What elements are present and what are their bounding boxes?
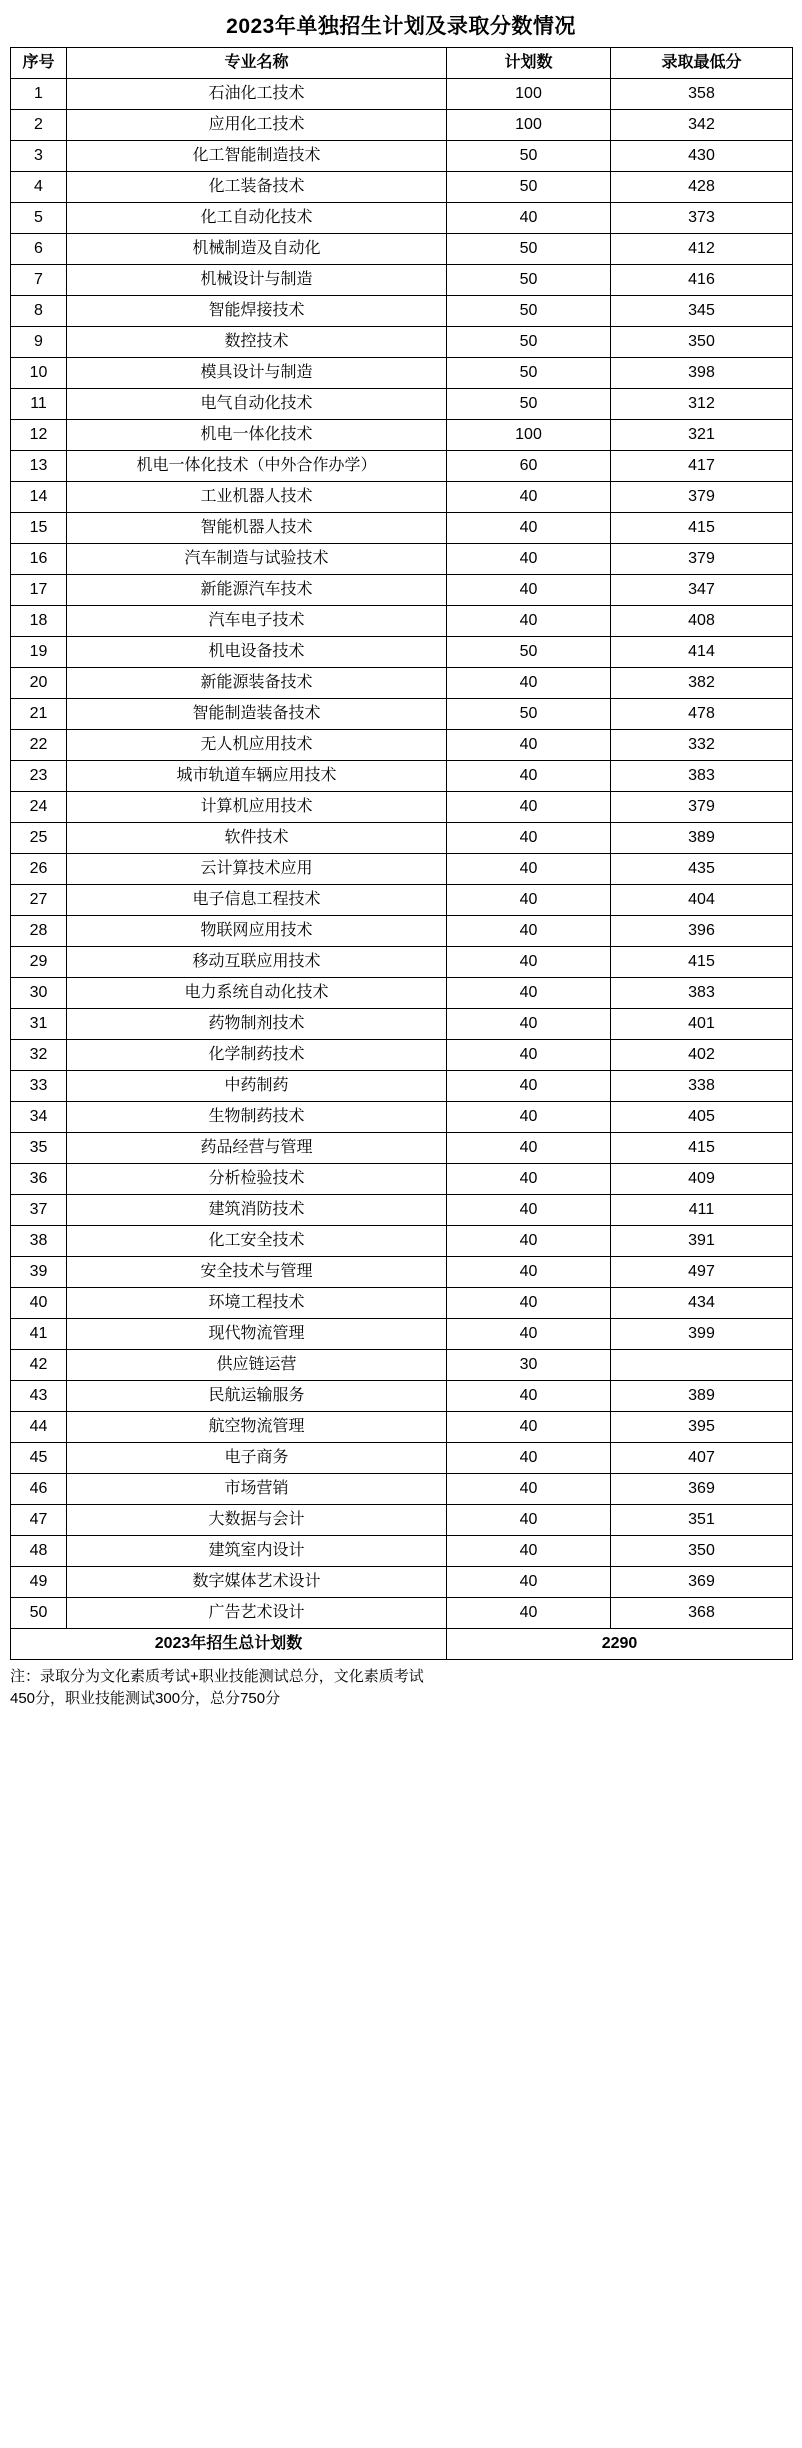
cell-no: 35: [11, 1133, 67, 1164]
cell-score: 350: [611, 327, 793, 358]
cell-score: 435: [611, 854, 793, 885]
cell-no: 12: [11, 420, 67, 451]
cell-no: 11: [11, 389, 67, 420]
cell-plan: 40: [447, 1474, 611, 1505]
cell-plan: 40: [447, 978, 611, 1009]
cell-score: 402: [611, 1040, 793, 1071]
cell-plan: 40: [447, 1288, 611, 1319]
cell-score: 415: [611, 513, 793, 544]
cell-score: 338: [611, 1071, 793, 1102]
cell-no: 30: [11, 978, 67, 1009]
table-row: [11, 1319, 793, 1350]
cell-no: 6: [11, 234, 67, 265]
cell-plan: 100: [447, 79, 611, 110]
cell-major: 城市轨道车辆应用技术: [67, 761, 447, 792]
table-row: [11, 761, 793, 792]
cell-major: 市场营销: [67, 1474, 447, 1505]
cell-major: 建筑室内设计: [67, 1536, 447, 1567]
cell-plan: 50: [447, 172, 611, 203]
cell-no: 3: [11, 141, 67, 172]
cell-major: 无人机应用技术: [67, 730, 447, 761]
table-row: [11, 916, 793, 947]
cell-score: 342: [611, 110, 793, 141]
total-value: 2290: [447, 1629, 793, 1660]
cell-score: 382: [611, 668, 793, 699]
cell-score: 369: [611, 1567, 793, 1598]
cell-score: 398: [611, 358, 793, 389]
table-row: [11, 575, 793, 606]
cell-score: 414: [611, 637, 793, 668]
cell-no: 22: [11, 730, 67, 761]
cell-major: 移动互联应用技术: [67, 947, 447, 978]
cell-plan: 40: [447, 1381, 611, 1412]
cell-score: 478: [611, 699, 793, 730]
cell-no: 40: [11, 1288, 67, 1319]
cell-major: 大数据与会计: [67, 1505, 447, 1536]
cell-no: 48: [11, 1536, 67, 1567]
cell-no: 7: [11, 265, 67, 296]
cell-plan: 40: [447, 792, 611, 823]
cell-major: 安全技术与管理: [67, 1257, 447, 1288]
table-row: [11, 885, 793, 916]
cell-major: 智能机器人技术: [67, 513, 447, 544]
cell-no: 4: [11, 172, 67, 203]
table-row: [11, 79, 793, 110]
table-row: [11, 1009, 793, 1040]
cell-major: 计算机应用技术: [67, 792, 447, 823]
table-row: [11, 1598, 793, 1629]
cell-score: 405: [611, 1102, 793, 1133]
cell-score: 391: [611, 1226, 793, 1257]
cell-no: 33: [11, 1071, 67, 1102]
cell-plan: 50: [447, 637, 611, 668]
cell-score: 430: [611, 141, 793, 172]
total-row: [11, 1629, 793, 1660]
table-row: [11, 482, 793, 513]
table-row: [11, 1505, 793, 1536]
cell-major: 化工安全技术: [67, 1226, 447, 1257]
cell-plan: 40: [447, 575, 611, 606]
cell-major: 药物制剂技术: [67, 1009, 447, 1040]
cell-score: 415: [611, 947, 793, 978]
note-line-1: 注：录取分为文化素质考试+职业技能测试总分，文化素质考试: [10, 1668, 424, 1686]
table-row: [11, 110, 793, 141]
cell-plan: 60: [447, 451, 611, 482]
table-row: [11, 203, 793, 234]
cell-score: 497: [611, 1257, 793, 1288]
cell-plan: 40: [447, 544, 611, 575]
cell-score: 321: [611, 420, 793, 451]
cell-score: 379: [611, 544, 793, 575]
cell-no: 18: [11, 606, 67, 637]
table-row: [11, 1350, 793, 1381]
cell-score: 415: [611, 1133, 793, 1164]
table-row: [11, 1226, 793, 1257]
cell-major: 模具设计与制造: [67, 358, 447, 389]
cell-no: 31: [11, 1009, 67, 1040]
cell-score: 345: [611, 296, 793, 327]
cell-major: 生物制药技术: [67, 1102, 447, 1133]
cell-score: 350: [611, 1536, 793, 1567]
cell-major: 数字媒体艺术设计: [67, 1567, 447, 1598]
table-row: [11, 1567, 793, 1598]
cell-score: 373: [611, 203, 793, 234]
table-row: [11, 1040, 793, 1071]
cell-major: 电子商务: [67, 1443, 447, 1474]
cell-plan: 50: [447, 327, 611, 358]
cell-plan: 40: [447, 1257, 611, 1288]
table-row: [11, 978, 793, 1009]
cell-major: 机电设备技术: [67, 637, 447, 668]
cell-major: 电气自动化技术: [67, 389, 447, 420]
cell-major: 民航运输服务: [67, 1381, 447, 1412]
cell-score: 407: [611, 1443, 793, 1474]
cell-major: 软件技术: [67, 823, 447, 854]
table-row: [11, 1412, 793, 1443]
cell-score: 409: [611, 1164, 793, 1195]
cell-major: 机械设计与制造: [67, 265, 447, 296]
cell-score: 428: [611, 172, 793, 203]
cell-no: 29: [11, 947, 67, 978]
note-line-2: 450分，职业技能测试300分，总分750分: [10, 1689, 281, 1707]
cell-plan: 50: [447, 296, 611, 327]
cell-no: 45: [11, 1443, 67, 1474]
cell-plan: 40: [447, 1598, 611, 1629]
cell-plan: 40: [447, 1567, 611, 1598]
cell-major: 智能焊接技术: [67, 296, 447, 327]
cell-no: 36: [11, 1164, 67, 1195]
table-row: [11, 1195, 793, 1226]
cell-major: 分析检验技术: [67, 1164, 447, 1195]
cell-major: 石油化工技术: [67, 79, 447, 110]
cell-score: 404: [611, 885, 793, 916]
cell-no: 14: [11, 482, 67, 513]
table-row: [11, 172, 793, 203]
cell-major: 电力系统自动化技术: [67, 978, 447, 1009]
cell-major: 化工智能制造技术: [67, 141, 447, 172]
table-row: [11, 668, 793, 699]
cell-plan: 40: [447, 916, 611, 947]
table-row: [11, 1102, 793, 1133]
column-header-no: 序号: [11, 48, 67, 79]
cell-plan: 40: [447, 1443, 611, 1474]
cell-major: 化工装备技术: [67, 172, 447, 203]
cell-score: 417: [611, 451, 793, 482]
cell-no: 42: [11, 1350, 67, 1381]
table-row: [11, 823, 793, 854]
table-row: [11, 1257, 793, 1288]
cell-no: 15: [11, 513, 67, 544]
cell-score: 351: [611, 1505, 793, 1536]
cell-no: 43: [11, 1381, 67, 1412]
cell-major: 建筑消防技术: [67, 1195, 447, 1226]
table-note: [10, 1666, 792, 1710]
cell-major: 航空物流管理: [67, 1412, 447, 1443]
cell-plan: 100: [447, 110, 611, 141]
cell-no: 21: [11, 699, 67, 730]
cell-score: 389: [611, 823, 793, 854]
cell-score: 369: [611, 1474, 793, 1505]
cell-no: 20: [11, 668, 67, 699]
table-row: [11, 358, 793, 389]
cell-no: 50: [11, 1598, 67, 1629]
table-row: [11, 1071, 793, 1102]
cell-plan: 40: [447, 823, 611, 854]
table-row: [11, 637, 793, 668]
cell-no: 19: [11, 637, 67, 668]
cell-plan: 50: [447, 141, 611, 172]
table-row: [11, 265, 793, 296]
cell-no: 39: [11, 1257, 67, 1288]
cell-no: 16: [11, 544, 67, 575]
column-header-score: 录取最低分: [611, 48, 793, 79]
cell-score: 383: [611, 978, 793, 1009]
cell-no: 41: [11, 1319, 67, 1350]
cell-score: 312: [611, 389, 793, 420]
cell-major: 智能制造装备技术: [67, 699, 447, 730]
cell-no: 1: [11, 79, 67, 110]
cell-plan: 40: [447, 203, 611, 234]
cell-score: 358: [611, 79, 793, 110]
cell-plan: 40: [447, 668, 611, 699]
cell-no: 46: [11, 1474, 67, 1505]
cell-major: 中药制药: [67, 1071, 447, 1102]
cell-plan: 40: [447, 1536, 611, 1567]
cell-no: 23: [11, 761, 67, 792]
admission-plan-table: [10, 47, 793, 1660]
cell-score: 389: [611, 1381, 793, 1412]
cell-no: 8: [11, 296, 67, 327]
cell-major: 药品经营与管理: [67, 1133, 447, 1164]
cell-score: [611, 1350, 793, 1381]
cell-no: 24: [11, 792, 67, 823]
cell-plan: 40: [447, 1164, 611, 1195]
cell-score: 408: [611, 606, 793, 637]
cell-major: 应用化工技术: [67, 110, 447, 141]
cell-major: 新能源装备技术: [67, 668, 447, 699]
table-row: [11, 1536, 793, 1567]
cell-no: 10: [11, 358, 67, 389]
cell-plan: 40: [447, 854, 611, 885]
cell-plan: 40: [447, 1412, 611, 1443]
table-row: [11, 947, 793, 978]
table-row: [11, 141, 793, 172]
cell-no: 17: [11, 575, 67, 606]
cell-no: 13: [11, 451, 67, 482]
table-row: [11, 544, 793, 575]
cell-score: 399: [611, 1319, 793, 1350]
cell-plan: 40: [447, 482, 611, 513]
cell-score: 396: [611, 916, 793, 947]
cell-major: 机电一体化技术: [67, 420, 447, 451]
cell-no: 5: [11, 203, 67, 234]
table-row: [11, 792, 793, 823]
cell-major: 云计算技术应用: [67, 854, 447, 885]
table-row: [11, 296, 793, 327]
cell-plan: 40: [447, 761, 611, 792]
cell-no: 38: [11, 1226, 67, 1257]
table-row: [11, 234, 793, 265]
cell-major: 环境工程技术: [67, 1288, 447, 1319]
cell-score: 332: [611, 730, 793, 761]
table-row: [11, 1164, 793, 1195]
table-row: [11, 1288, 793, 1319]
table-header-row: [11, 48, 793, 79]
cell-score: 383: [611, 761, 793, 792]
cell-major: 广告艺术设计: [67, 1598, 447, 1629]
table-row: [11, 513, 793, 544]
cell-major: 现代物流管理: [67, 1319, 447, 1350]
cell-major: 汽车制造与试验技术: [67, 544, 447, 575]
table-row: [11, 1133, 793, 1164]
cell-score: 379: [611, 792, 793, 823]
table-row: [11, 389, 793, 420]
table-row: [11, 1474, 793, 1505]
cell-plan: 40: [447, 1319, 611, 1350]
cell-plan: 40: [447, 1009, 611, 1040]
table-row: [11, 606, 793, 637]
cell-score: 412: [611, 234, 793, 265]
cell-score: 434: [611, 1288, 793, 1319]
table-row: [11, 1443, 793, 1474]
total-label: 2023年招生总计划数: [11, 1629, 447, 1660]
table-row: [11, 420, 793, 451]
cell-plan: 40: [447, 1505, 611, 1536]
cell-score: 379: [611, 482, 793, 513]
cell-plan: 40: [447, 1195, 611, 1226]
cell-no: 28: [11, 916, 67, 947]
cell-no: 44: [11, 1412, 67, 1443]
cell-major: 供应链运营: [67, 1350, 447, 1381]
cell-score: 411: [611, 1195, 793, 1226]
cell-score: 395: [611, 1412, 793, 1443]
column-header-plan: 计划数: [447, 48, 611, 79]
cell-plan: 30: [447, 1350, 611, 1381]
cell-plan: 50: [447, 234, 611, 265]
cell-no: 9: [11, 327, 67, 358]
cell-major: 物联网应用技术: [67, 916, 447, 947]
table-row: [11, 730, 793, 761]
cell-plan: 50: [447, 389, 611, 420]
cell-plan: 40: [447, 1071, 611, 1102]
table-row: [11, 1381, 793, 1412]
cell-no: 47: [11, 1505, 67, 1536]
cell-major: 新能源汽车技术: [67, 575, 447, 606]
cell-plan: 50: [447, 358, 611, 389]
cell-plan: 40: [447, 513, 611, 544]
table-row: [11, 451, 793, 482]
cell-no: 26: [11, 854, 67, 885]
cell-plan: 40: [447, 1226, 611, 1257]
cell-major: 数控技术: [67, 327, 447, 358]
cell-plan: 40: [447, 1040, 611, 1071]
page-title: 2023年单独招生计划及录取分数情况: [226, 15, 576, 38]
cell-plan: 50: [447, 265, 611, 296]
cell-major: 工业机器人技术: [67, 482, 447, 513]
cell-plan: 40: [447, 947, 611, 978]
cell-plan: 100: [447, 420, 611, 451]
cell-no: 34: [11, 1102, 67, 1133]
table-row: [11, 327, 793, 358]
cell-plan: 40: [447, 1133, 611, 1164]
cell-score: 368: [611, 1598, 793, 1629]
cell-no: 49: [11, 1567, 67, 1598]
cell-plan: 50: [447, 699, 611, 730]
cell-major: 化工自动化技术: [67, 203, 447, 234]
cell-plan: 40: [447, 606, 611, 637]
table-row: [11, 699, 793, 730]
table-row: [11, 854, 793, 885]
cell-plan: 40: [447, 1102, 611, 1133]
cell-major: 化学制药技术: [67, 1040, 447, 1071]
cell-score: 347: [611, 575, 793, 606]
cell-major: 机电一体化技术（中外合作办学）: [67, 451, 447, 482]
column-header-major: 专业名称: [67, 48, 447, 79]
cell-major: 汽车电子技术: [67, 606, 447, 637]
cell-score: 401: [611, 1009, 793, 1040]
cell-no: 32: [11, 1040, 67, 1071]
cell-no: 2: [11, 110, 67, 141]
cell-no: 27: [11, 885, 67, 916]
cell-plan: 40: [447, 885, 611, 916]
cell-score: 416: [611, 265, 793, 296]
cell-no: 37: [11, 1195, 67, 1226]
cell-major: 电子信息工程技术: [67, 885, 447, 916]
cell-no: 25: [11, 823, 67, 854]
cell-major: 机械制造及自动化: [67, 234, 447, 265]
cell-plan: 40: [447, 730, 611, 761]
